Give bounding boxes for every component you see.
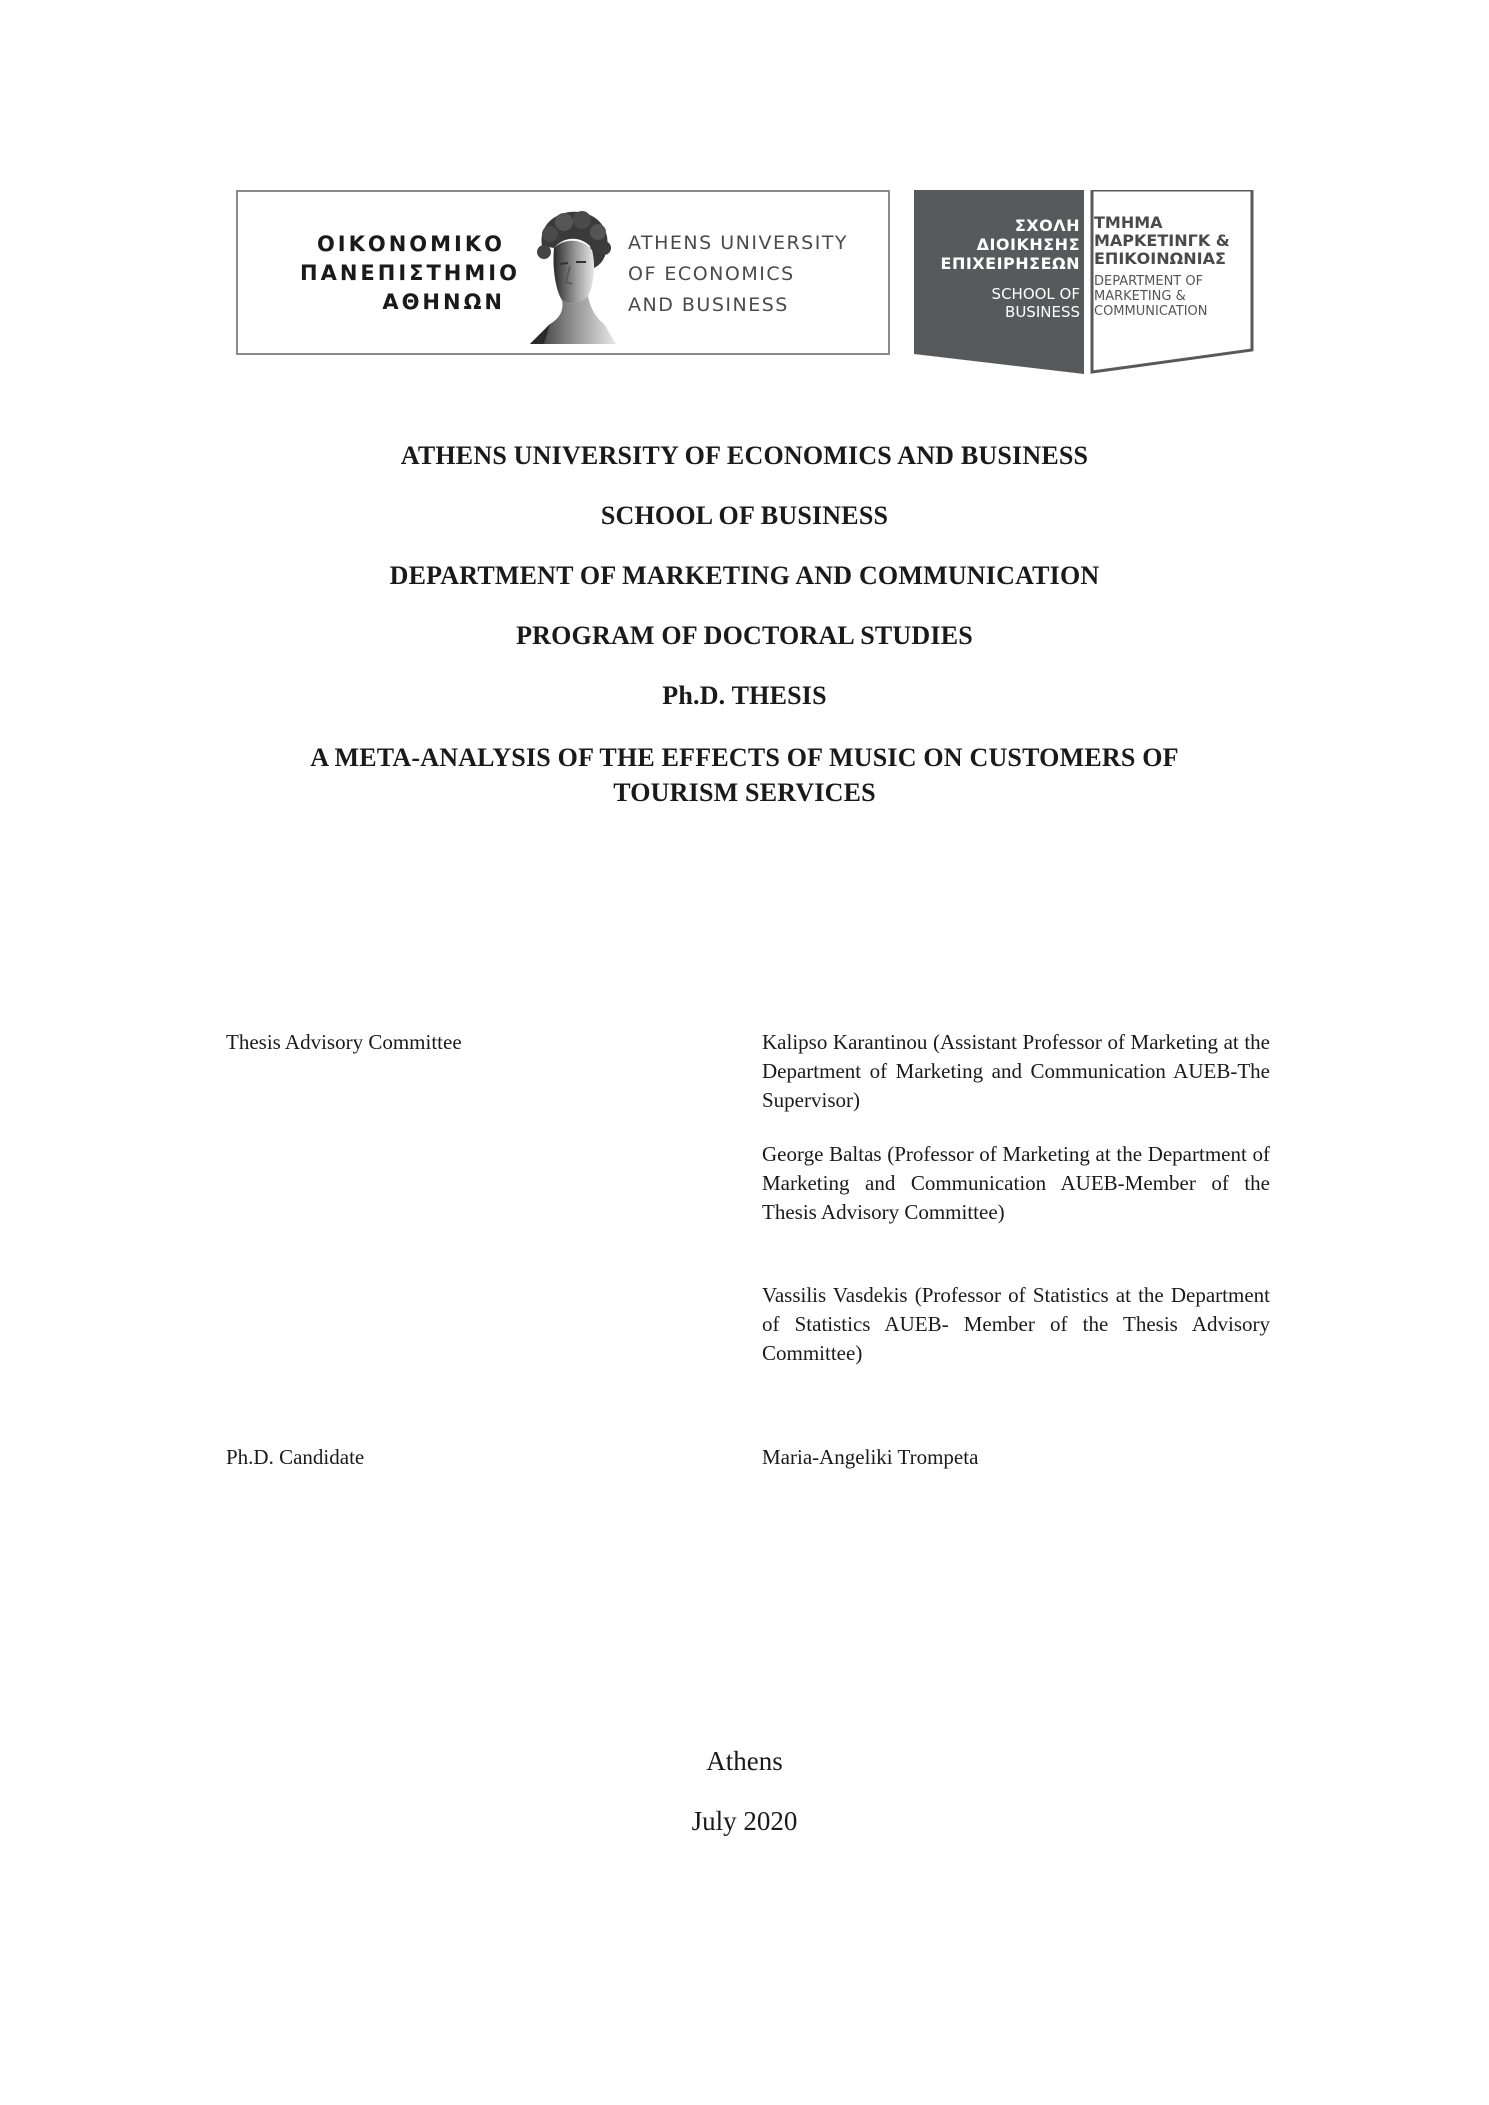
aueb-logo <box>236 190 890 355</box>
thesis-title <box>0 740 1489 810</box>
footer-city: Athens <box>706 1746 783 1776</box>
school-english-line: SCHOOL OF <box>991 285 1080 303</box>
university-greek-line: ΟΙΚΟΝΟΜΙΚΟ <box>316 232 505 256</box>
thesis-title-line: TOURISM SERVICES <box>613 778 876 807</box>
school-greek-line: ΕΠΙΧΕΙΡΗΣΕΩΝ <box>940 254 1080 273</box>
department-heading: DEPARTMENT OF MARKETING AND COMMUNICATION <box>389 561 1100 590</box>
university-greek-line: ΠΑΝΕΠΙΣΤΗΜΙΟ <box>300 261 520 285</box>
university-greek-line: ΑΘΗΝΩΝ <box>382 290 505 314</box>
department-greek-line: ΤΜΗΜΑ <box>1094 213 1163 232</box>
school-label <box>914 216 1080 321</box>
university-english-line: OF ECONOMICS <box>628 263 795 285</box>
committee-member: Vassilis Vasdekis (Professor of Statistics at the Department of Statistics AUEB- Member of the Thesis Advisory Committee) <box>762 1283 1270 1365</box>
candidate-name: Maria-Angeliki Trompeta <box>762 1445 979 1469</box>
school-heading: SCHOOL OF BUSINESS <box>600 501 889 530</box>
program-heading: PROGRAM OF DOCTORAL STUDIES <box>516 621 973 650</box>
hermes-bust-icon <box>520 206 620 344</box>
department-label <box>1094 214 1254 319</box>
department-english-line: DEPARTMENT OF <box>1094 274 1204 289</box>
thesis-title-line: A META-ANALYSIS OF THE EFFECTS OF MUSIC ON CUSTOMERS OF <box>310 743 1179 772</box>
university-greek-name <box>300 230 520 317</box>
university-english-line: AND BUSINESS <box>628 294 789 316</box>
department-greek-line: ΜΑΡΚΕΤΙΝΓΚ & <box>1094 231 1230 250</box>
department-greek-line: ΕΠΙΚΟΙΝΩΝΙΑΣ <box>1094 249 1226 268</box>
school-department-logo <box>914 190 1254 375</box>
university-heading: ATHENS UNIVERSITY OF ECONOMICS AND BUSINESS <box>400 441 1089 470</box>
school-greek-line: ΣΧΟΛΗ <box>1014 216 1080 235</box>
university-english-line: ATHENS UNIVERSITY <box>628 232 849 254</box>
department-english-line: COMMUNICATION <box>1094 304 1208 319</box>
thesis-type-heading: Ph.D. THESIS <box>662 681 827 710</box>
department-english-line: MARKETING & <box>1094 289 1186 304</box>
footer-date: July 2020 <box>691 1806 798 1836</box>
school-greek-line: ΔΙΟΙΚΗΣΗΣ <box>976 235 1080 254</box>
title-block <box>0 440 1489 810</box>
committee-member: Kalipso Karantinou (Assistant Professor of Marketing at the Department of Marketing and Communication AUEB-The Supervisor) <box>762 1030 1270 1112</box>
university-english-name <box>628 228 888 321</box>
school-english-line: BUSINESS <box>1005 303 1080 321</box>
committee-member: George Baltas (Professor of Marketing at the Department of Marketing and Communication AUEB-Member of the Thesis Advisory Committee) <box>762 1142 1270 1224</box>
committee-label: Thesis Advisory Committee <box>226 1030 462 1054</box>
candidate-label: Ph.D. Candidate <box>226 1445 365 1469</box>
